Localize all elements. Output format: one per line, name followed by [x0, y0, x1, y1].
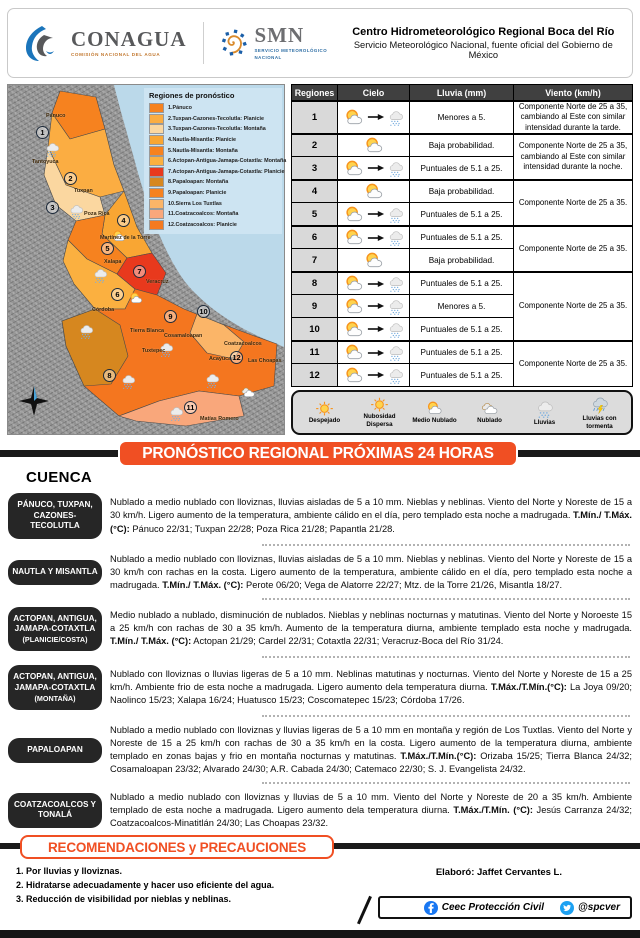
rain-icon — [387, 206, 404, 223]
region-cell: 6 — [292, 226, 338, 249]
page-title: Centro Hidrometeorológico Regional Boca del Río — [352, 26, 615, 38]
wind-cell: Componente Norte de 25 a 35, cambiando al Este con similar intensidad durante la tarde. — [514, 101, 633, 134]
arrow-right-icon — [367, 210, 385, 218]
region-cell: 5 — [292, 203, 338, 226]
facebook-link[interactable]: Ceec Protección Civil — [424, 901, 544, 915]
sun-cloud-icon — [343, 160, 365, 177]
storm-icon — [590, 395, 609, 414]
sky-cell — [338, 272, 410, 295]
sun-cloud-icon — [343, 298, 365, 315]
region-marker: 1 — [36, 126, 49, 139]
sky-cell — [338, 157, 410, 180]
legend-label: 11.Coatzacoalcos: Montaña — [168, 211, 239, 218]
region-cell: 10 — [292, 318, 338, 341]
forecast-text: Nublado a medio nublado con lloviznas, lluvias aisladas de 5 a 10 mm. Nieblas y neblinas. Viento del Norte y Noreste de 15 a 30 km/h con rachas en la costa. Ligero aumento de la temperatura, ambiente cálido en el día, pero templado esta noche a madrugada. T.Mín./ T.Máx. (°C): Perote 06/20; Vega de Alatorre 22/27; Mtz. de la Torre 21/26, Misantla 18/27. — [110, 553, 632, 591]
region-cell: 2 — [292, 134, 338, 157]
legend-label: 3.Tuxpan-Cazones-Tecolutla: Montaña — [168, 126, 266, 133]
weather-legend-label: Despejado — [308, 417, 341, 425]
wind-cell: Componente Norte de 25 a 35, cambiando al Este con similar intensidad durante la noche. — [514, 134, 633, 180]
legend-swatch — [149, 188, 164, 198]
legend-swatch — [149, 199, 164, 209]
forecast-block — [0, 489, 640, 541]
sky-cell — [338, 101, 410, 134]
legend-swatch — [149, 146, 164, 156]
arrow-right-icon — [367, 325, 385, 333]
wind-cell: Componente Norte de 25 a 35. — [514, 180, 633, 226]
rain-cell: Puntuales de 5.1 a 25. — [410, 364, 514, 387]
recommendation-item: 1. Por lluvias y lloviznas. — [26, 865, 396, 879]
map-weather-icon — [68, 203, 84, 224]
region-cell: 7 — [292, 249, 338, 272]
region-marker: 3 — [46, 201, 59, 214]
sky-cell — [338, 364, 410, 387]
map-legend-title: Regiones de pronóstico — [149, 91, 235, 100]
recommendation-item: 3. Reducción de visibilidad por nieblas y neblinas. — [26, 893, 396, 907]
rain-icon — [535, 399, 554, 418]
arrow-right-icon — [367, 371, 385, 379]
forecast-map — [7, 84, 285, 435]
forecast-table-body — [292, 101, 633, 387]
legend-swatch — [149, 209, 164, 219]
region-marker: 5 — [101, 242, 114, 255]
sky-cell — [338, 341, 410, 364]
forecast-text: Nublado con lloviznas o lluvias ligeras de 5 a 10 mm. Neblinas matutinas y nocturnas. Viento del Norte y Noreste de 15 a 25 km/h. Ambiente frio de esta noche a madrugada. Ligero aumento dela temperatura diurna. T.Máx./T.Mín.(°C): La Joya 09/20; Naolinco 15/23; Xalapa 16/24; Huatusco 15/23; Coscomatepec 15/23; Córdoba 17/26. — [110, 668, 633, 706]
region-marker: 4 — [117, 214, 130, 227]
map-weather-icon — [78, 323, 94, 344]
sun-cloud-icon — [343, 344, 365, 361]
legend-label: 4.Nautla-Misantla: Planicie — [168, 137, 237, 144]
wind-cell: Componente Norte de 25 a 35. — [514, 341, 633, 387]
sun-cloud-icon — [343, 321, 365, 338]
legend-label: 10.Sierra Los Tuxtlas — [168, 200, 222, 207]
sky-cell — [338, 226, 410, 249]
dotted-separator — [262, 715, 630, 717]
map-legend-item — [149, 198, 279, 209]
map-legend-items — [149, 103, 287, 230]
forecast-text: Medio nublado a nublado, disminución de nublados. Nieblas y neblinas nocturnas y matutinas. Viento del Norte y Noroeste 15 a 25 km/h con rachas de 30 a 35 km/h. Aumento de la temperatura diurna, ambiente templado esta noche y madrugada. T.Mín./ T.Máx. (°C): Actopan 21/29; Cardel 22/31; Cotaxtla 22/31; Veracruz-Boca del Río 31/24. — [110, 610, 632, 647]
map-city-label: Martínez de la Torre — [100, 235, 151, 241]
basin-label: PÁNUCO, TUXPAN, CAZONES-TECOLUTLA — [8, 493, 102, 539]
map-legend-item — [149, 156, 287, 167]
bottom-section — [0, 861, 640, 921]
rain-icon — [387, 109, 404, 126]
sun-cloud-icon — [343, 229, 365, 246]
rain-icon — [168, 405, 184, 421]
sun-cloud-icon — [343, 109, 365, 126]
weather-legend-item — [299, 401, 351, 424]
sky-cell — [338, 203, 410, 226]
legend-swatch — [149, 103, 164, 113]
header — [7, 8, 633, 78]
region-marker: 9 — [164, 310, 177, 323]
forecast-block — [0, 603, 640, 654]
rain-icon — [120, 373, 136, 389]
rain-cell: Puntuales de 5.1 a 25. — [410, 318, 514, 341]
weather-legend-label: Lluvias — [533, 418, 556, 426]
legend-swatch — [149, 156, 164, 166]
map-city-label: Córdoba — [92, 307, 115, 313]
sun-cloud-icon — [343, 275, 365, 292]
conagua-drop-icon — [22, 23, 64, 63]
legend-swatch — [149, 135, 164, 145]
region-cell: 1 — [292, 101, 338, 134]
weather-legend-item — [519, 399, 571, 426]
rain-icon — [387, 229, 404, 246]
basin-label: ACTOPAN, ANTIGUA, JAMAPA-COTAXTLA (MONTAÑA) — [8, 665, 102, 710]
smn-logo — [219, 22, 338, 61]
cuenca-label: CUENCA — [26, 469, 92, 486]
forecast-block — [0, 787, 640, 833]
rain-cell: Baja probabilidad. — [410, 249, 514, 272]
legend-label: 9.Papaloapan: Planicie — [168, 190, 227, 197]
rain-icon — [204, 372, 220, 388]
map-weather-icon — [204, 372, 220, 393]
region-marker: 6 — [111, 288, 124, 301]
smn-subtitle: SERVICIO METEOROLÓGICO NACIONAL — [254, 47, 328, 60]
rain-icon — [78, 323, 94, 339]
basin-sublabel: (PLANICIE/COSTA) — [22, 634, 88, 644]
rain-icon — [387, 160, 404, 177]
col-lluvia: Lluvia (mm) — [410, 85, 514, 102]
header-divider — [203, 22, 204, 64]
legend-label: 5.Nautla-Misantla: Montaña — [168, 147, 238, 154]
weather-legend-label: Medio Nublado — [412, 416, 457, 424]
rain-icon — [387, 298, 404, 315]
legend-swatch — [149, 167, 164, 177]
region-cell: 8 — [292, 272, 338, 295]
legend-swatch — [149, 220, 164, 230]
region-cell: 9 — [292, 295, 338, 318]
rain-cell: Baja probabilidad. — [410, 134, 514, 157]
map-legend — [144, 88, 287, 234]
arrow-right-icon — [367, 280, 385, 288]
sun-cloud-icon — [425, 401, 444, 415]
wind-cell: Componente Norte de 25 a 35. — [514, 226, 633, 272]
map-city-label: Tantoyuca — [32, 159, 59, 165]
twitter-link[interactable]: @spcver — [560, 901, 620, 915]
map-city-label: Cosamaloapan — [164, 333, 203, 339]
page-subtitle: Servicio Meteorológico Nacional, fuente oficial del Gobierno de México — [353, 40, 613, 60]
map-legend-item — [149, 220, 279, 231]
forecast-text: Nublado a medio nublado con lloviznas y lluvias ligeras de 5 a 10 mm en montaña y región de Los Tuxtlas. Viento del Norte y Noreste de 15 a 25 km/h con rachas de 30 a 35 km/h en la costa. Ligero aumento de la temperatura diurna, ambiente templado en zonas bajas y frio en montaña nocturnas y matutinas. T.Máx./T.Mín.(°C): Orizaba 15/25; Tierra Blanca 24/32; Cosamaloapan 23/32; Alvarado 24/30; A.R. Cabada 24/30; Catemaco 22/30; S. J. Evangelista 24/32. — [110, 724, 633, 775]
legend-label: 7.Actopan-Antigua-Jamapa-Cotaxtla: Planicie — [168, 168, 285, 175]
forecast-text: Nublado a medio nublado con lloviznas, lluvias aisladas de 5 a 10 mm. Nieblas y neblinas. Viento del Norte y Noreste de 15 a 30 km/h. Ligero aumento de la temperatura, ambiente cálido en el día, pero templado esta noche a madrugada. T.Mín./ T.Máx. (°C): Pánuco 22/31; Tuxpan 22/28; Poza Rica 21/28; Papantla 21/28. — [110, 497, 632, 534]
top-section — [0, 82, 640, 435]
banner-row — [0, 440, 640, 468]
dotted-separator — [262, 598, 630, 600]
map-city-label: Las Choapas — [248, 358, 282, 364]
legend-label: 12.Coatzacoalcos: Planicie — [168, 221, 237, 228]
section-banner: PRONÓSTICO REGIONAL PRÓXIMAS 24 HORAS — [118, 440, 518, 467]
social-bar — [378, 896, 632, 919]
forecast-text: Nublado a medio nublado con lloviznas y lluvias de 5 a 10 mm. Viento del Norte y Noreste de 20 a 35 km/h. Ambiente templado de esta noche a madrugada. Ligero aumento dela temperatura diurna. T.Máx./T.Mín. (°C): Jesús Carranza 24/32; Coatzacoalcos-Minatitlán 24/30; Las Choapas 23/32. — [110, 791, 633, 828]
arrow-right-icon — [367, 164, 385, 172]
map-city-label: Tierra Blanca — [130, 328, 165, 334]
col-cielo: Cielo — [338, 85, 410, 102]
forecast-block — [0, 720, 640, 779]
forecast-block — [0, 661, 640, 712]
rain-cell: Puntuales de 5.1 a 25. — [410, 226, 514, 249]
rain-icon — [387, 344, 404, 361]
legend-label: 8.Papaloapan: Montaña — [168, 179, 229, 186]
region-cell: 3 — [292, 157, 338, 180]
map-city-label: Poza Rica — [84, 211, 110, 217]
map-legend-item — [149, 177, 279, 188]
region-marker: 7 — [133, 265, 146, 278]
legend-swatch — [149, 177, 164, 187]
rain-icon — [44, 141, 60, 157]
sun-cloud-icon — [128, 292, 144, 304]
map-legend-item — [149, 145, 279, 156]
sun-cloud-icon — [363, 137, 385, 154]
map-legend-item — [149, 103, 279, 114]
rain-icon — [387, 275, 404, 292]
weather-legend-item — [354, 397, 406, 427]
map-legend-item — [149, 124, 279, 135]
map-weather-icon — [168, 405, 184, 426]
rain-cell: Puntuales de 5.1 a 25. — [410, 341, 514, 364]
wind-cell: Componente Norte de 25 a 35. — [514, 272, 633, 341]
sun-icon — [315, 401, 334, 416]
map-weather-icon — [120, 373, 136, 394]
sun-cloud-icon — [343, 206, 365, 223]
region-marker: 2 — [64, 172, 77, 185]
dotted-separator — [262, 544, 630, 546]
recommendations-banner: RECOMENDACIONES y PRECAUCIONES — [20, 835, 334, 859]
recommendations-row — [0, 835, 640, 861]
sky-cell — [338, 295, 410, 318]
recommendations-list — [10, 865, 396, 907]
basin-label: COATZACOALCOS Y TONALÁ — [8, 793, 102, 828]
map-legend-item — [149, 135, 279, 146]
rain-cell: Menores a 5. — [410, 101, 514, 134]
clouds-icon — [480, 401, 499, 415]
facebook-icon — [424, 901, 438, 915]
map-city-label: Pánuco — [46, 113, 66, 119]
conagua-wordmark: CONAGUA — [71, 27, 187, 51]
sky-cell — [338, 180, 410, 203]
region-cell: 11 — [292, 341, 338, 364]
map-legend-item — [149, 167, 285, 178]
basin-label: ACTOPAN, ANTIGUA, JAMAPA-COTAXTLA (PLANICIE/COSTA) — [8, 607, 102, 652]
legend-swatch — [149, 124, 164, 134]
rain-cell: Puntuales de 5.1 a 25. — [410, 272, 514, 295]
smn-spiral-icon — [219, 26, 247, 60]
rain-icon — [68, 203, 84, 219]
smn-wordmark: SMN — [254, 22, 305, 47]
recommendation-item: 2. Hidratarse adecuadamente y hacer uso eficiente del agua. — [26, 879, 396, 893]
map-city-label: Coatzacoalcos — [224, 341, 262, 347]
legend-swatch — [149, 114, 164, 124]
twitter-icon — [560, 901, 574, 915]
sun-icon — [370, 397, 389, 412]
map-legend-item — [149, 209, 279, 220]
conagua-logo — [22, 23, 187, 63]
col-viento: Viento (km/h) — [514, 85, 633, 102]
weather-legend-item — [409, 401, 461, 423]
weather-legend-label: Lluvias con tormenta — [582, 415, 617, 430]
weather-legend — [291, 390, 633, 435]
weather-legend-label: Nublado — [477, 416, 502, 424]
sun-cloud-icon — [363, 183, 385, 200]
map-city-label: Acayucan — [209, 356, 235, 362]
map-city-label: Veracruz — [146, 279, 169, 285]
map-legend-item — [149, 114, 279, 125]
conagua-subtitle: COMISIÓN NACIONAL DEL AGUA — [71, 52, 161, 57]
map-legend-item — [149, 188, 279, 199]
arrow-right-icon — [367, 234, 385, 242]
arrow-right-icon — [367, 302, 385, 310]
compass-rose-icon — [19, 386, 49, 416]
basin-label: PAPALOAPAN — [8, 738, 102, 763]
basin-sublabel: (MONTAÑA) — [34, 693, 76, 703]
weather-legend-item — [574, 395, 626, 429]
sun-cloud-icon — [363, 252, 385, 269]
sun-cloud-icon — [343, 367, 365, 384]
forecast-block — [0, 549, 640, 595]
legend-label: 6.Actopan-Antigua-Jamapa-Cotaxtla: Montaña — [168, 158, 287, 165]
rain-icon — [387, 367, 404, 384]
rain-cell: Puntuales de 5.1 a 25. — [410, 157, 514, 180]
basin-label: NAUTLA Y MISANTLA — [8, 560, 102, 585]
map-city-label: Matías Romero — [200, 416, 239, 422]
region-cell: 12 — [292, 364, 338, 387]
map-weather-icon — [128, 291, 144, 309]
rain-cell: Menores a 5. — [410, 295, 514, 318]
col-regiones: Regiones — [292, 85, 338, 102]
author-credit: Elaboró: Jaffet Cervantes L. — [435, 867, 562, 879]
region-marker: 10 — [197, 305, 210, 318]
forecast-blocks — [0, 486, 640, 832]
map-weather-icon — [240, 385, 256, 403]
region-marker: 12 — [230, 351, 243, 364]
weather-legend-item — [464, 401, 516, 423]
arrow-right-icon — [367, 349, 385, 357]
rain-cell: Puntuales de 5.1 a 25. — [410, 203, 514, 226]
sky-cell — [338, 134, 410, 157]
sky-cell — [338, 249, 410, 272]
bottom-black-bar — [0, 930, 640, 938]
arrow-right-icon — [367, 113, 385, 121]
map-city-label: Tuxtepec — [142, 348, 166, 354]
map-city-label: Xalapa — [104, 259, 122, 265]
sky-cell — [338, 318, 410, 341]
rain-icon — [387, 321, 404, 338]
rain-icon — [92, 267, 108, 283]
rain-cell: Baja probabilidad. — [410, 180, 514, 203]
forecast-table — [291, 84, 633, 387]
map-city-label: Tuxpan — [74, 188, 93, 194]
dotted-separator — [262, 656, 630, 658]
region-marker: 11 — [184, 401, 197, 414]
clouds-icon — [240, 386, 256, 398]
legend-label: 1.Pánuco — [168, 105, 192, 112]
region-cell: 4 — [292, 180, 338, 203]
region-marker: 8 — [103, 369, 116, 382]
legend-label: 2.Tuxpan-Cazones-Tecolutla: Planicie — [168, 115, 264, 122]
dotted-separator — [262, 782, 630, 784]
map-weather-icon — [92, 267, 108, 288]
weather-legend-label: Nubosidad Dispersa — [363, 413, 396, 428]
